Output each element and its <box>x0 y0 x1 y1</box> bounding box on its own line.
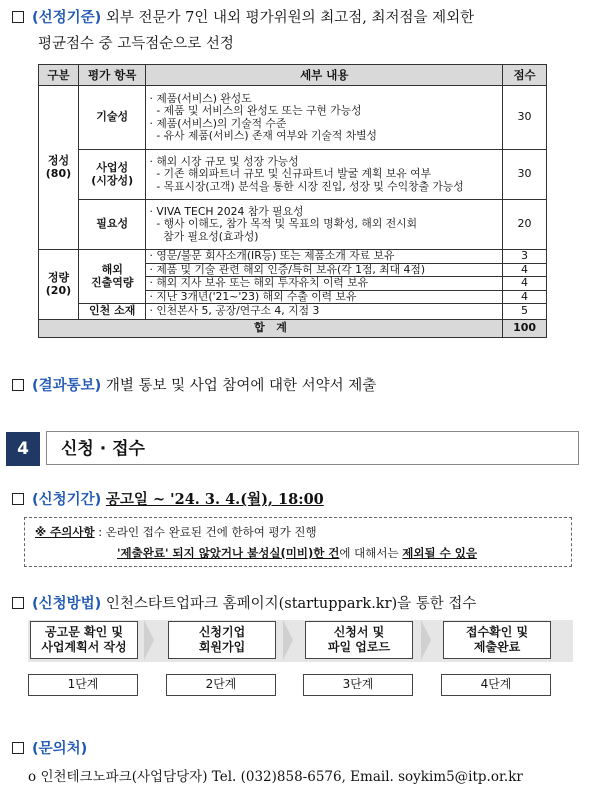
result-text: 개별 통보 및 사업 참여에 대한 서약서 제출 <box>105 378 377 394</box>
detail-overseas-3: · 해외 지사 보유 또는 해외 투자유치 이력 보유 <box>146 277 503 291</box>
checkbox-icon <box>12 597 24 609</box>
method-label: (신청방법) <box>32 596 102 612</box>
detail-incheon: · 인천본사 5, 공장/연구소 4, 지점 3 <box>146 304 503 320</box>
quantitative-group: 정량 (20) <box>39 250 79 320</box>
detail-need <box>146 200 503 250</box>
step-2-box: 신청기업 회원가입 <box>168 621 276 659</box>
contact-line <box>28 765 523 785</box>
contact-text: 인천테크노파크(사업담당자) Tel. (032)858-6576, Email. soykim5@itp.or.kr <box>40 769 523 785</box>
detail-line: - 유사 제품(서비스) 존재 여부와 기술적 차별성 <box>149 129 377 142</box>
note-prefix: ※ 주의사항 <box>35 525 95 539</box>
header-score: 점수 <box>503 65 547 86</box>
note-line2-mid: 에 대해서는 <box>339 546 403 560</box>
header-category: 구분 <box>39 65 79 86</box>
detail-line: - 제품 및 서비스의 완성도 또는 구현 가능성 <box>149 104 362 117</box>
note-line2 <box>117 545 477 561</box>
step-3-box: 신청서 및 파일 업로드 <box>305 621 413 659</box>
stage-3: 3단계 <box>303 674 413 696</box>
detail-line: - 목표시장(고객) 분석을 통한 시장 진입, 성장 및 수익창출 가능성 <box>149 179 464 193</box>
total-row <box>39 320 547 338</box>
stage-1: 1단계 <box>28 674 138 696</box>
score-tech: 30 <box>503 86 547 150</box>
detail-overseas-4: · 지난 3개년('21~'23) 해외 수출 이력 보유 <box>146 290 503 304</box>
score-incheon: 5 <box>503 304 547 320</box>
detail-line: - 기존 해외파트너 규모 및 신규파트너 발굴 계획 보유 여부 <box>149 167 431 181</box>
detail-line: · 제품(서비스)의 기술적 수준 <box>149 116 287 130</box>
criteria-text-line2: 평균점수 중 고득점순으로 선정 <box>38 36 234 52</box>
checkbox-icon <box>12 379 24 391</box>
contact-label: (문의처) <box>32 741 88 757</box>
table-row <box>39 150 547 200</box>
criteria-heading <box>12 6 474 27</box>
table-row <box>39 304 547 320</box>
step-4-box: 접수확인 및 제출완료 <box>443 621 551 659</box>
item-biz: 사업성 (시장성) <box>78 150 146 200</box>
table-row <box>39 200 547 250</box>
contact-heading <box>12 737 87 758</box>
criteria-text-line1: 외부 전문가 7인 내외 평가위원의 최고점, 최저점을 제외한 <box>105 10 475 26</box>
checkbox-icon <box>12 493 24 505</box>
score-overseas-1: 3 <box>503 250 547 264</box>
detail-overseas-2: · 제품 및 기술 관련 해외 인증/특허 보유(각 1점, 최대 4점) <box>146 263 503 277</box>
score-overseas-4: 4 <box>503 290 547 304</box>
arrow-right-icon <box>283 620 293 660</box>
item-incheon: 인천 소재 <box>78 304 146 320</box>
checkbox-icon <box>12 742 24 754</box>
section-title: 신청 · 접수 <box>46 431 579 465</box>
arrow-right-icon <box>144 620 154 660</box>
table-row <box>39 86 547 150</box>
detail-line: · 제품(서비스) 완성도 <box>149 91 252 105</box>
criteria-table <box>38 64 547 338</box>
period-text: 공고일 ~ '24. 3. 4.(월), 18:00 <box>105 491 324 508</box>
note-emphasis-c: 제외될 수 있음 <box>402 546 477 560</box>
table-row <box>39 250 547 264</box>
detail-line: · 해외 시장 규모 및 성장 가능성 <box>149 154 299 168</box>
contact-bullet: o <box>28 769 37 785</box>
detail-line: - 행사 이해도, 참가 목적 및 목표의 명확성, 해외 전시회 <box>149 217 418 231</box>
section-number: 4 <box>6 432 40 466</box>
detail-line: · VIVA TECH 2024 참가 필요성 <box>149 204 304 218</box>
result-heading <box>12 374 376 395</box>
detail-biz <box>146 150 503 200</box>
detail-overseas-1: · 영문/불문 회사소개(IR등) 또는 제품소개 자료 보유 <box>146 250 503 264</box>
result-label: (결과통보) <box>32 378 102 394</box>
stage-4: 4단계 <box>441 674 551 696</box>
note-line1 <box>35 524 317 540</box>
detail-tech <box>146 86 503 150</box>
qualitative-group: 정성 (80) <box>39 86 79 250</box>
item-tech: 기술성 <box>78 86 146 150</box>
score-need: 20 <box>503 200 547 250</box>
method-text: 인천스타트업파크 홈페이지(startuppark.kr)을 통한 접수 <box>105 596 477 612</box>
note-emphasis-a: '제출완료' 되지 않았거나 불성실(미비)한 건 <box>117 546 340 560</box>
criteria-label: (선정기준) <box>32 10 102 26</box>
score-biz: 30 <box>503 150 547 200</box>
note-line1-text: : 온라인 접수 완료된 건에 한하여 평가 진행 <box>94 525 317 539</box>
item-need: 필요성 <box>78 200 146 250</box>
method-heading <box>12 592 476 613</box>
score-overseas-2: 4 <box>503 263 547 277</box>
note-box <box>24 517 572 567</box>
item-overseas: 해외 진출역량 <box>78 250 146 304</box>
step-1-box: 공고문 확인 및 사업계획서 작성 <box>30 621 138 659</box>
total-label: 합 계 <box>39 320 503 338</box>
period-label: (신청기간) <box>32 492 102 508</box>
period-heading <box>12 488 324 509</box>
checkbox-icon <box>12 11 24 23</box>
stage-2: 2단계 <box>166 674 276 696</box>
arrow-right-icon <box>421 620 431 660</box>
table-header-row <box>39 65 547 86</box>
total-score: 100 <box>503 320 547 338</box>
score-overseas-3: 4 <box>503 277 547 291</box>
detail-line: 참가 필요성(효과성) <box>149 229 259 243</box>
header-item: 평가 항목 <box>78 65 146 86</box>
header-detail: 세부 내용 <box>146 65 503 86</box>
